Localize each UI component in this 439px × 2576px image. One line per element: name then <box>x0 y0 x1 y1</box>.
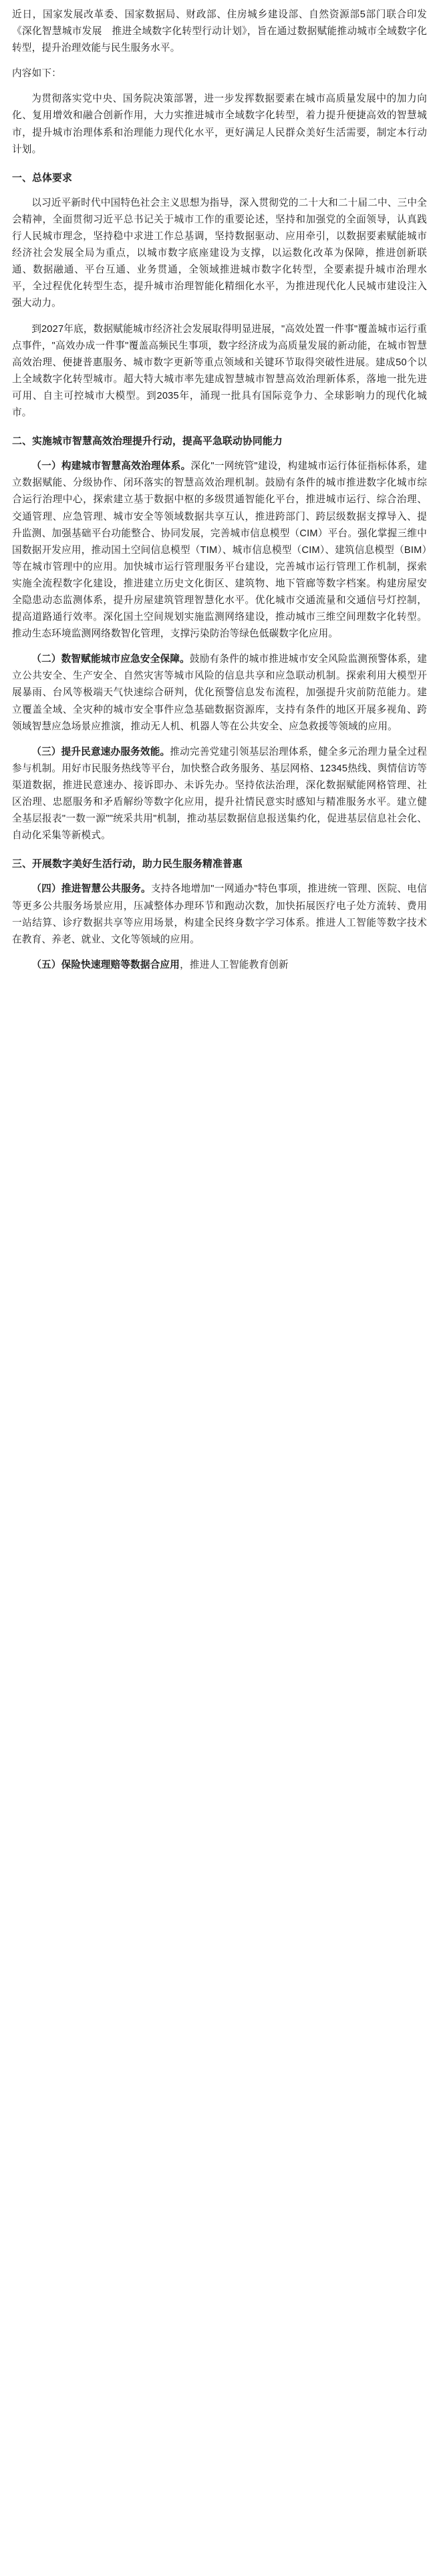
paragraph-subheading: （二）数智赋能城市应急安全保障。 <box>31 654 190 665</box>
paragraph-subheading: （五）保险快速理赔等数据合应用 <box>31 959 180 970</box>
paragraph: 内容如下： <box>12 68 61 79</box>
paragraph: （五）保险快速理赔等数据合应用，推进人工智能教育创新 <box>31 959 289 970</box>
paragraph: 为贯彻落实党中央、国务院决策部署，进一步发挥数据要素在城市高质量发展中的加力向化、复用增效和融合创新作用，大力实推进城市全域数字化转型，着力提升便捷高效的智慧城市，提升城市治理体系和治理能力现代化水平，更好满足人民群众美好生活需要，制定本行动计划。 <box>12 94 427 155</box>
paragraph: （三）提升民意速办服务效能。推动完善党建引领基层治理体系，健全多元治理力量全过程参与机制。用好市民服务热线等平台，加快整合政务服务、基层网格、12345热线、舆情信访等渠道数据，推进民意速办、接诉即办、未诉先办。坚持依法治理，深化数据赋能网格管理、社区治理、忠愿服务和矛盾解纷等数字化应用，提升社情民意实时感知与精准服务水平。建立健全基层报表"一数一源""统采共用"机制，推动基层数据信息报送集约化，促进基层信息社会化、自动化采集等新模式。 <box>12 746 427 842</box>
paragraph: （二）数智赋能城市应急安全保障。鼓励有条件的城市推进城市安全风险监测预警体系，建立公共安全、生产安全、自然灾害等城市风险的信息共享和应急联动机制。探索利用大模型开展暴雨、台风等极端天气快速综合研判，优化预警信息发布流程，加强提升灾前防范能力。建立覆盖全域、全灾种的城市安全事件应急基础数据资源库，支持有条件的地区开展多视角、跨领域智慧应急场景应推演，推动无人机、机器人等在公共安全、应急救援等领域的应用。 <box>12 654 428 732</box>
paragraph-subheading: （四）推进智慧公共服务。 <box>31 884 151 895</box>
document-body <box>12 7 427 974</box>
document-page <box>0 0 439 998</box>
paragraph: 到2027年底，数据赋能城市经济社会发展取得明显进展，"高效处置一件事"覆盖城市运行重点事件，"高效办成一件事"覆盖高频民生事项，数字经济成为高质量发展的新动能，在城市智慧高效治理、便捷普惠服务、城市数字更新等重点领域和关键环节取得突破性进展。建成50个以上全域数字化转型城市。超大特大城市率先建成智慧城市智慧高效治理新体系，落地一批先进可用、自主可控城市大模型。到2035年，涌现一批具有国际竞争力、全球影响力的现代化城市。 <box>12 323 427 419</box>
section-heading: 二、实施城市智慧高效治理提升行动，提高平急联动协同能力 <box>12 436 283 447</box>
paragraph: 以习近平新时代中国特色社会主义思想为指导，深入贯彻党的二十大和二十届二中、三中全会精神，全面贯彻习近平总书记关于城市工作的重要论述，坚持和加强党的全面领导，认真践行人民城市理念，坚持稳中求进工作总基调，坚持数据驱动、应用牵引，以数据要素赋能城市经济社会发展全局为重点，以城市数字底座建设为支撑，以运数化改革为保障，推进创新联通、数据融通、平台互通、业务贯通，全领域推进城市数字化转型，全要素提升城市治理水平，全过程优化转型生态，提升城市治理智能化精细化水平，为推进现代化人民城市建设注入强大动力。 <box>12 197 427 309</box>
paragraph: （一）构建城市智慧高效治理体系。深化"一网统管"建设，构建城市运行体征指标体系，建立数据赋能、分级协作、闭环落实的智慧高效治理机制。鼓励有条件的城市推进数字化城市综合运行治理中心，探索建立基于数据中枢的多级贯通智能化平台，推进城市运行、综合治理、交通管理、应急管理、城市安全等领域数据共享互认，推进跨部门、跨层级数据支撑导入、提升监测、加强基础平台功能整合、协同发展，完善城市信息模型（CIM）平台。强化掌握三维中国数据开发应用，推动国土空间信息模型（TIM）、城市信息模型（CIM）、建筑信息模型（BIM）等在城市管理中的应用。加快城市运行管理服务平台建设，完善城市运行管理工作机制，探索实施全流程数字化建设，推进建立历史文化街区、建筑物、地下管廊等数字档案。构建房屋安全隐患动态监测体系，提升房屋建筑管理智慧化水平。优化城市交通流量和交通信号灯控制，提高道路通行效率。深化国土空间规划实施监测网络建设，推动城市三维空间理数字化转型。推动生态环境监测网络数智化管理，支撑污染防治等绿色低碳数字化应用。 <box>12 461 427 640</box>
section-heading: 一、总体要求 <box>12 172 72 184</box>
paragraph: （四）推进智慧公共服务。支持各地增加"一网通办"特色事项，推进统一管理、医院、电信等更多公共服务场景应用，压减整体办理环节和跑动次数，加快拓展医疗电子处方流转、费用一站结算、诊疗数据共享等应用场景，构建全民终身数字学习体系。推进人工智能等数字技术在教育、养老、就业、文化等领域的应用。 <box>12 884 427 945</box>
paragraph-subheading: （一）构建城市智慧高效治理体系。 <box>31 461 191 472</box>
paragraph: 近日，国家发展改革委、国家数据局、财政部、住房城乡建设部、自然资源部5部门联合印发《深化智慧城市发展 推进全域数字化转型行动计划》，旨在通过数据赋能推动城市全域数字化转型，提升治理效能与民生服务水平。 <box>12 9 427 54</box>
paragraph-subheading: （三）提升民意速办服务效能。 <box>31 746 170 757</box>
section-heading: 三、开展数字美好生活行动，助力民生服务精准普惠 <box>12 859 243 870</box>
